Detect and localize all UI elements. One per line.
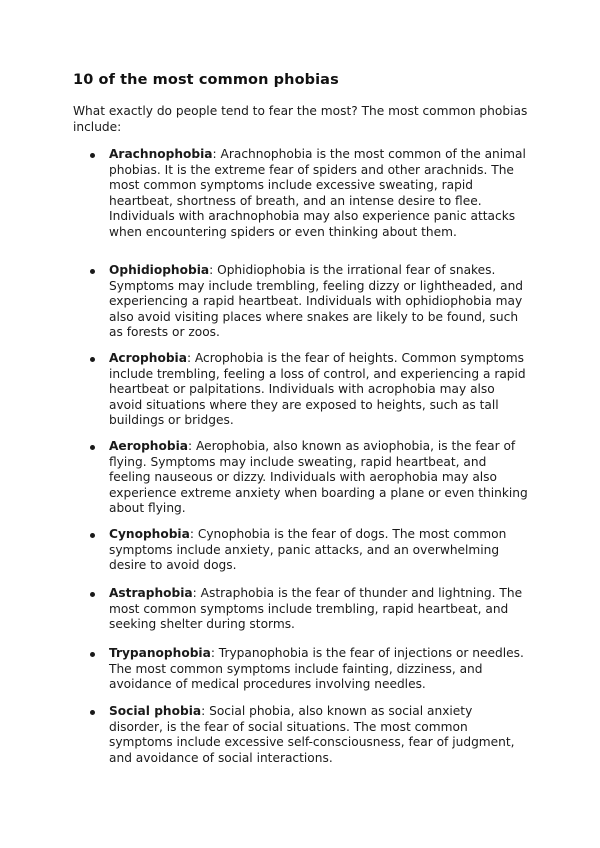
intro-paragraph: What exactly do people tend to fear the most? The most common phobias include: <box>73 104 528 134</box>
phobia-term: Astraphobia <box>109 586 193 600</box>
bullet-icon <box>90 445 95 450</box>
bullet-icon <box>90 652 95 657</box>
phobia-term: Social phobia <box>109 704 202 718</box>
phobia-description: : Astraphobia is the fear of thunder and lightning. The most common symptoms include trembling, rapid heartbeat, and seeking shelter during storms. <box>109 586 523 632</box>
phobia-term: Trypanophobia <box>109 646 211 660</box>
phobia-description: : Social phobia, also known as social anxiety disorder, is the fear of social situations. The most common symptoms include excessive self-consciousness, fear of judgment, and avoidance of social interactions. <box>109 704 515 765</box>
phobia-description: : Trypanophobia is the fear of injections or needles. The most common symptoms include fainting, dizziness, and avoidance of medical procedures involving needles. <box>109 646 524 692</box>
phobia-description: : Cynophobia is the fear of dogs. The most common symptoms include anxiety, panic attacks, and an overwhelming desire to avoid dogs. <box>109 527 507 573</box>
list-item <box>109 439 529 517</box>
bullet-icon <box>90 269 95 274</box>
list-item <box>109 586 529 633</box>
phobia-description: : Ophidiophobia is the irrational fear of snakes. Symptoms may include trembling, feeling dizzy or lightheaded, and experiencing a rapid heartbeat. Individuals with ophidiophobia may also avoid visiting places where snakes are likely to be found, such as forests or zoos. <box>109 263 524 340</box>
list-item <box>109 263 529 341</box>
bullet-icon <box>90 153 95 158</box>
phobia-term: Cynophobia <box>109 527 190 541</box>
list-item <box>109 351 529 429</box>
phobia-description: : Acrophobia is the fear of heights. Common symptoms include trembling, feeling a loss of control, and experiencing a rapid heartbeat or palpitations. Individuals with acrophobia may also avoid situations where they are exposed to heights, such as tall buildings or bridges. <box>109 351 526 428</box>
bullet-icon <box>90 592 95 597</box>
phobia-term: Aerophobia <box>109 439 188 453</box>
list-item <box>109 704 529 766</box>
phobia-term: Acrophobia <box>109 351 187 365</box>
list-item <box>109 147 529 241</box>
list-item <box>109 646 529 693</box>
phobia-term: Arachnophobia <box>109 147 213 161</box>
list-item <box>109 527 529 574</box>
bullet-icon <box>90 710 95 715</box>
phobia-description: : Arachnophobia is the most common of the animal phobias. It is the extreme fear of spiders and other arachnids. The most common symptoms include excessive sweating, rapid heartbeat, shortness of breath, and an intense desire to flee. Individuals with arachnophobia may also experience panic attacks when encountering spiders or even thinking about them. <box>109 147 526 239</box>
phobia-term: Ophidiophobia <box>109 263 210 277</box>
page-title: 10 of the most common phobias <box>73 72 339 88</box>
bullet-icon <box>90 533 95 538</box>
bullet-icon <box>90 357 95 362</box>
phobia-description: : Aerophobia, also known as aviophobia, is the fear of flying. Symptoms may include sweating, rapid heartbeat, and feeling nauseous or dizzy. Individuals with aerophobia may also experience extreme anxiety when boarding a plane or even thinking about flying. <box>109 439 528 516</box>
